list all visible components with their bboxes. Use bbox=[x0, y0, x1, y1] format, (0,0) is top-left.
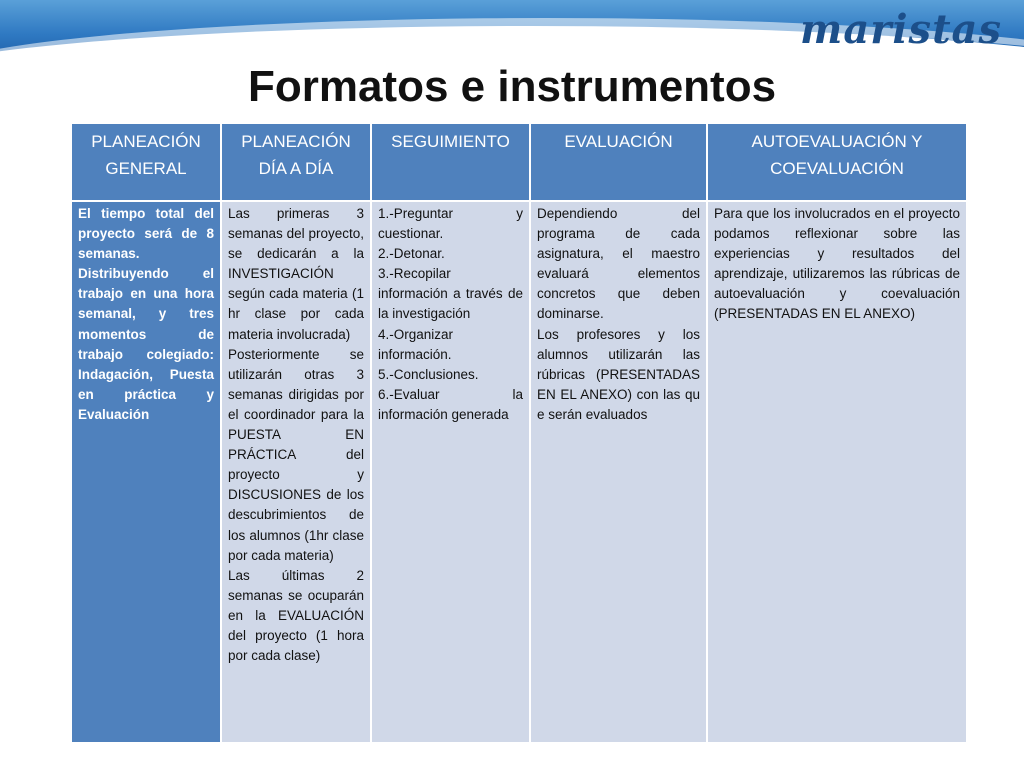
table-row bbox=[72, 202, 966, 742]
cell-planeacion-general bbox=[72, 202, 220, 742]
maristas-logo: maristas bbox=[800, 6, 1002, 53]
header-autoevaluacion: AUTOEVALUACIÓN Y COEVALUACIÓN bbox=[708, 124, 966, 200]
cell-evaluacion bbox=[531, 202, 706, 742]
table-header-row bbox=[72, 124, 966, 200]
cell-paragraph: 5.-Conclusiones. bbox=[378, 366, 479, 382]
formats-table bbox=[70, 122, 960, 744]
cell-paragraph: El tiempo total del proyecto será de 8 semanas. bbox=[78, 206, 214, 262]
cell-paragraph: 3.-Recopilar información a través de la investigación bbox=[378, 266, 523, 322]
cell-paragraph: 1.-Preguntar y cuestionar. bbox=[378, 206, 523, 242]
cell-paragraph: Las primeras 3 semanas del proyecto, se dedicarán a la INVESTIGACIÓN según cada materia (1 hr clase por cada materia involucrada) bbox=[228, 206, 364, 342]
header-evaluacion: EVALUACIÓN bbox=[531, 124, 706, 200]
cell-seguimiento bbox=[372, 202, 529, 742]
cell-paragraph: Los profesores y los alumnos utilizarán las rúbricas (PRESENTADAS EN EL ANEXO) con las qu e serán evaluados bbox=[537, 326, 700, 422]
slide-title: Formatos e instrumentos bbox=[247, 62, 777, 111]
cell-paragraph: Posteriormente se utilizarán otras 3 semanas dirigidas por el coordinador para la PUESTA EN PRÁCTICA del proyecto y DISCUSIONES de los descubrimientos de los alumnos (1hr clase por cada materia) bbox=[228, 346, 364, 563]
header-planeacion-general: PLANEACIÓN GENERAL bbox=[72, 124, 220, 200]
cell-paragraph: Para que los involucrados en el proyecto podamos reflexionar sobre las experiencias y resultados del aprendizaje, utilizaremos las rúbricas de autoevaluación y coevaluación (PRESENTADAS EN EL ANEXO) bbox=[714, 206, 960, 322]
cell-autoevaluacion bbox=[708, 202, 966, 742]
cell-planeacion-dia-a-dia bbox=[222, 202, 370, 742]
cell-paragraph: Dependiendo del programa de cada asignatura, el maestro evaluará elementos concretos que deben dominarse. bbox=[537, 206, 700, 322]
cell-paragraph: 6.-Evaluar la información generada bbox=[378, 386, 523, 422]
cell-paragraph: Las últimas 2 semanas se ocuparán en la EVALUACIÓN del proyecto (1 hora por cada clase) bbox=[228, 567, 364, 664]
cell-paragraph: 4.-Organizar información. bbox=[378, 326, 454, 362]
cell-paragraph: Distribuyendo el trabajo en una hora semanal, y tres momentos de trabajo colegiado: Indagación, Puesta en práctica y Evaluación bbox=[78, 266, 214, 422]
cell-paragraph: 2.-Detonar. bbox=[378, 246, 445, 262]
header-seguimiento: SEGUIMIENTO bbox=[372, 124, 529, 200]
header-planeacion-dia-a-dia: PLANEACIÓN DÍA A DÍA bbox=[222, 124, 370, 200]
